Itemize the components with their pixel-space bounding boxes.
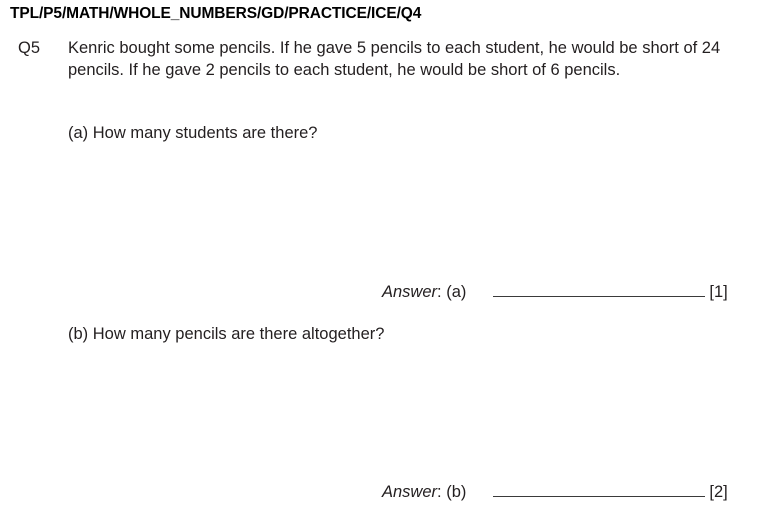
question-number: Q5 <box>18 39 41 57</box>
answer-blank-a[interactable] <box>493 281 705 297</box>
part-b-text: How many pencils are there altogether? <box>92 325 385 343</box>
answer-line-b <box>382 481 728 503</box>
marks-b: [2] <box>709 483 728 501</box>
answer-ref-b: : (b) <box>437 483 467 501</box>
working-space-a[interactable] <box>68 150 728 275</box>
question-part-a <box>68 122 317 144</box>
question-part-b <box>68 323 384 345</box>
answer-ref-a: : (a) <box>437 283 467 301</box>
answer-line-a <box>382 281 728 303</box>
part-a-text: How many students are there? <box>92 124 318 142</box>
answer-label-b: Answer <box>382 483 438 501</box>
answer-label-a: Answer <box>382 283 438 301</box>
marks-a: [1] <box>709 283 728 301</box>
part-a-label: (a) <box>68 124 89 142</box>
part-b-label: (b) <box>68 325 89 343</box>
question-text: Kenric bought some pencils. If he gave 5 pencils to each student, he would be short of 24 pencils. If he gave 2 pencils to each student, he would be short of 6 pencils. <box>68 39 721 79</box>
document-header: TPL/P5/MATH/WHOLE_NUMBERS/GD/PRACTICE/ICE/Q4 <box>10 5 422 22</box>
working-space-b[interactable] <box>68 351 728 476</box>
answer-blank-b[interactable] <box>493 481 705 497</box>
